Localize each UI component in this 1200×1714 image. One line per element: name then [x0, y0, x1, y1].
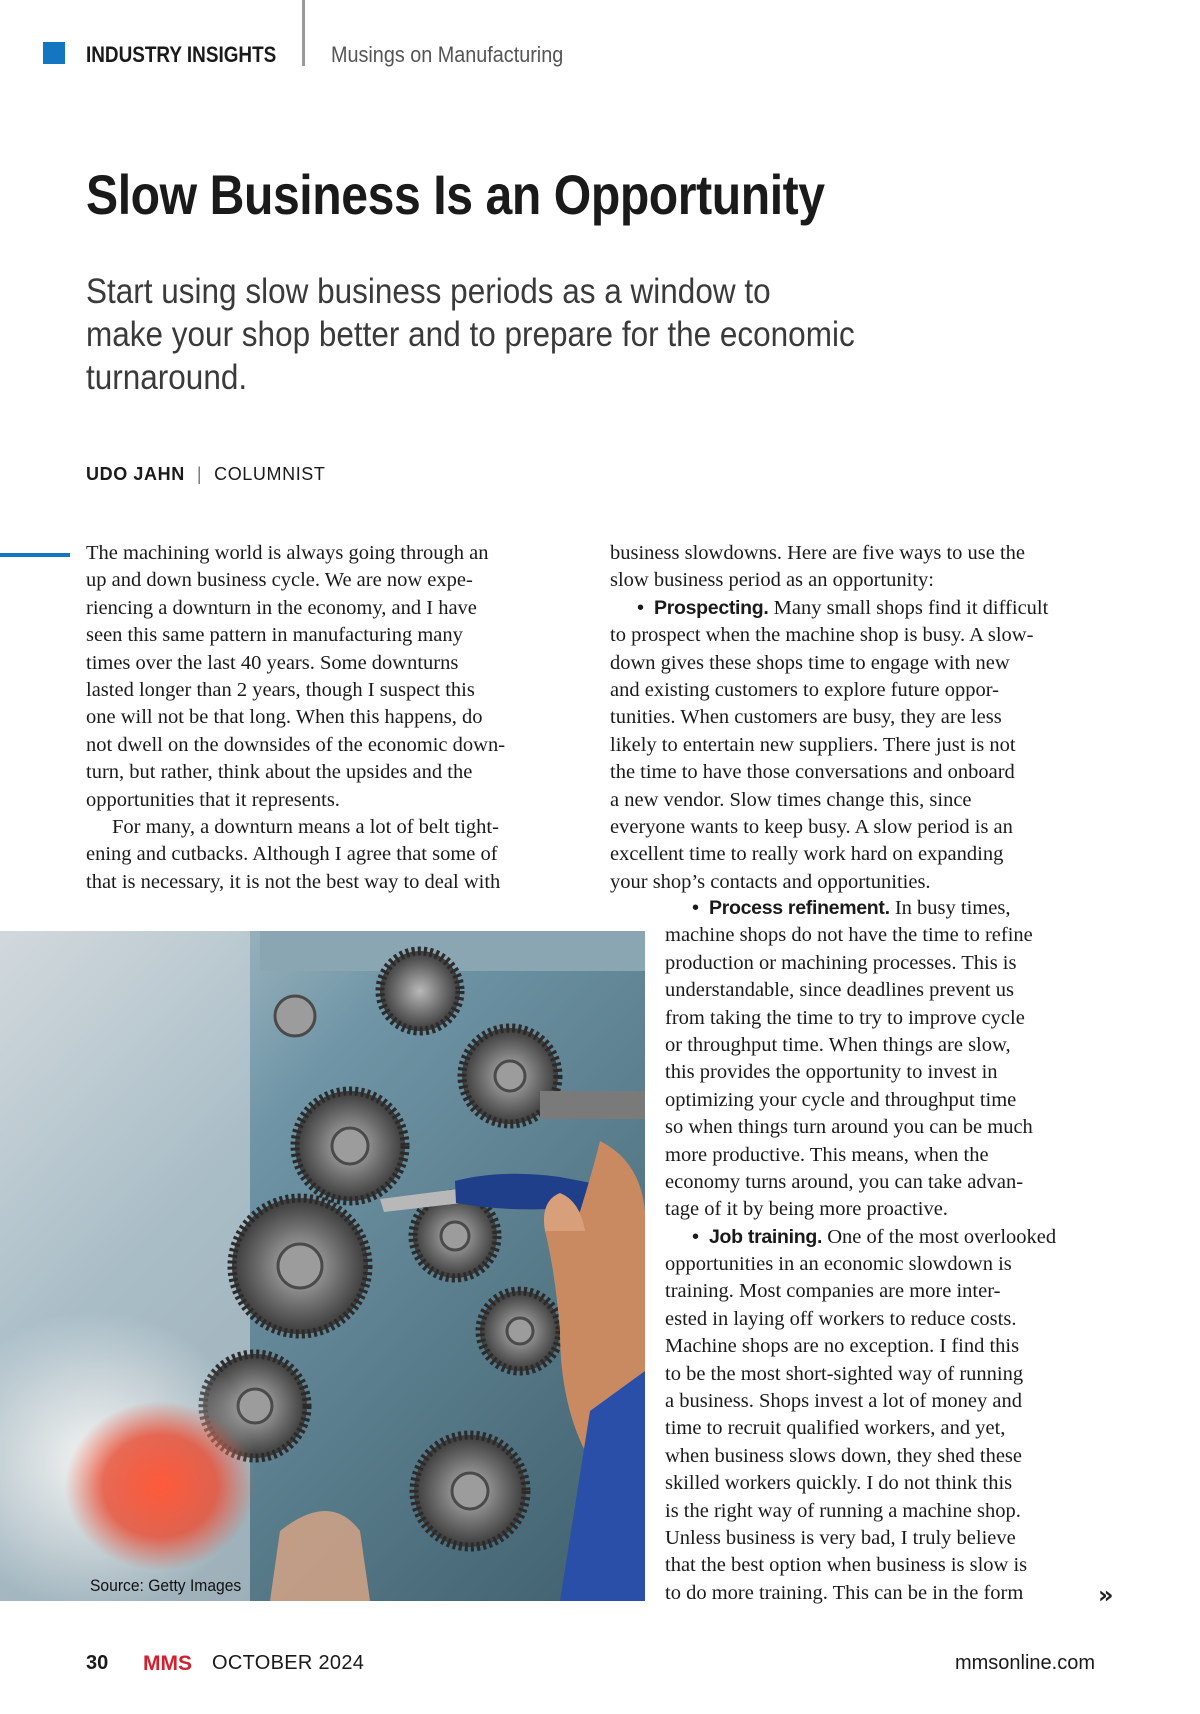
header-divider — [302, 0, 305, 66]
deck-line: Start using slow business periods as a window to — [86, 272, 771, 311]
bullet-label: Process refinement. — [709, 897, 890, 919]
body-line: tage of it by being more proactive. — [665, 1198, 948, 1221]
body-line: so when things turn around you can be much — [665, 1116, 1033, 1139]
author-role: COLUMNIST — [214, 464, 326, 484]
body-line: the time to have those conversations and onboard — [610, 761, 1015, 784]
bullet-prospecting — [610, 595, 1048, 622]
body-line: that is necessary, it is not the best way to deal with — [86, 870, 501, 893]
body-line: that the best option when business is slow is — [665, 1554, 1028, 1577]
body-line: to do more training. This can be in the form — [665, 1581, 1024, 1604]
body-line: times over the last 40 years. Some downturns — [86, 651, 459, 674]
body-line: one will not be that long. When this happens, do — [86, 706, 483, 729]
body-line: not dwell on the downsides of the economic down- — [86, 733, 506, 756]
body-line: your shop’s contacts and opportunities. — [610, 870, 931, 893]
body-line: understandable, since deadlines prevent us — [665, 979, 1014, 1002]
body-line: likely to entertain new suppliers. There just is not — [610, 733, 1016, 756]
body-line: a new vendor. Slow times change this, since — [610, 788, 972, 811]
body-line: business slowdowns. Here are five ways to use the — [610, 542, 1026, 564]
bullet-text: One of the most overlooked — [827, 1225, 1057, 1248]
bullet-process-refinement — [665, 895, 1056, 922]
body-line: riencing a downturn in the economy, and I have — [86, 596, 477, 619]
body-line: excellent time to really work hard on expanding — [610, 843, 1004, 866]
body-line: more productive. This means, when the — [665, 1143, 989, 1166]
section-marker-square — [43, 42, 65, 64]
column-name: Musings on Manufacturing — [331, 42, 564, 67]
body-line: to be the most short-sighted way of running — [665, 1362, 1024, 1385]
body-line: a business. Shops invest a lot of money and — [665, 1390, 1023, 1413]
author-name: UDO JAHN — [86, 464, 185, 484]
bullet-job-training — [665, 1224, 1056, 1251]
body-line: up and down business cycle. We are now expe- — [86, 569, 473, 592]
double-chevron-right-icon: » — [1098, 1581, 1114, 1609]
body-line: Unless business is very bad, I truly believe — [665, 1526, 1016, 1549]
body-column-left — [86, 540, 505, 896]
body-line: seen this same pattern in manufacturing many — [86, 624, 463, 647]
bullet-text: In busy times, — [894, 897, 1011, 919]
body-line: when business slows down, they shed these — [665, 1444, 1023, 1467]
bullet-label: Job training. — [709, 1225, 823, 1248]
deck-line: turnaround. — [86, 358, 248, 397]
body-line: is the right way of running a machine shop. — [665, 1499, 1021, 1522]
body-line: For many, a downturn means a lot of belt tight- — [112, 815, 499, 838]
gear-machinery-illustration — [0, 931, 645, 1601]
body-line: slow business period as an opportunity: — [610, 569, 934, 592]
deck-line: make your shop better and to prepare for the economic — [86, 315, 855, 354]
body-line: opportunities that it represents. — [86, 788, 340, 811]
issue-date: OCTOBER 2024 — [212, 1652, 365, 1674]
page-number: 30 — [86, 1652, 109, 1674]
website-link[interactable]: mmsonline.com — [954, 1652, 1095, 1674]
body-line: from taking the time to try to improve cycle — [665, 1006, 1025, 1029]
body-line: or throughput time. When things are slow, — [665, 1033, 1011, 1056]
body-line: ested in laying off workers to reduce costs. — [665, 1307, 1017, 1330]
body-line: machine shops do not have the time to refine — [665, 924, 1033, 947]
byline-separator: | — [196, 464, 203, 484]
body-line: tunities. When customers are busy, they are less — [610, 706, 1002, 729]
body-line: everyone wants to keep busy. A slow period is an — [610, 815, 1013, 838]
body-line: economy turns around, you can take advan- — [665, 1170, 1024, 1193]
article-deck — [86, 270, 896, 399]
bullet-label: Prospecting. — [654, 596, 769, 619]
body-column-right-top — [610, 540, 1048, 896]
body-line: skilled workers quickly. I do not think this — [665, 1472, 1013, 1495]
body-line: production or machining processes. This is — [665, 951, 1017, 974]
photo-caption: Source: Getty Images — [90, 1576, 242, 1595]
body-line: turn, but rather, think about the upsides and the — [86, 761, 473, 784]
body-line: opportunities in an economic slowdown is — [665, 1253, 1012, 1276]
body-column-right-bottom — [665, 895, 1056, 1607]
body-line: The machining world is always going through an — [86, 542, 489, 564]
body-line: down gives these shops time to engage with new — [610, 651, 1010, 674]
body-line: lasted longer than 2 years, though I suspect this — [86, 678, 475, 701]
article-photo — [0, 931, 645, 1601]
bullet-icon: • — [692, 1225, 700, 1248]
body-line: to prospect when the machine shop is busy. A slow- — [610, 624, 1034, 647]
body-line: training. Most companies are more inter- — [665, 1280, 1001, 1303]
section-label: INDUSTRY INSIGHTS — [86, 42, 277, 67]
body-line: optimizing your cycle and throughput time — [665, 1088, 1017, 1111]
bullet-icon: • — [637, 596, 645, 619]
body-line: Machine shops are no exception. I find this — [665, 1335, 1020, 1358]
magazine-logo: MMS — [143, 1652, 192, 1675]
bullet-text: Many small shops find it difficult — [773, 596, 1049, 619]
body-line: time to recruit qualified workers, and yet, — [665, 1417, 1006, 1440]
column-accent-line — [0, 553, 70, 557]
article-title: Slow Business Is an Opportunity — [86, 163, 825, 226]
byline — [86, 464, 326, 485]
body-line: and existing customers to explore future oppor- — [610, 678, 999, 701]
bullet-icon: • — [692, 897, 700, 919]
body-line: ening and cutbacks. Although I agree that some of — [86, 843, 498, 866]
body-line: this provides the opportunity to invest in — [665, 1061, 998, 1084]
